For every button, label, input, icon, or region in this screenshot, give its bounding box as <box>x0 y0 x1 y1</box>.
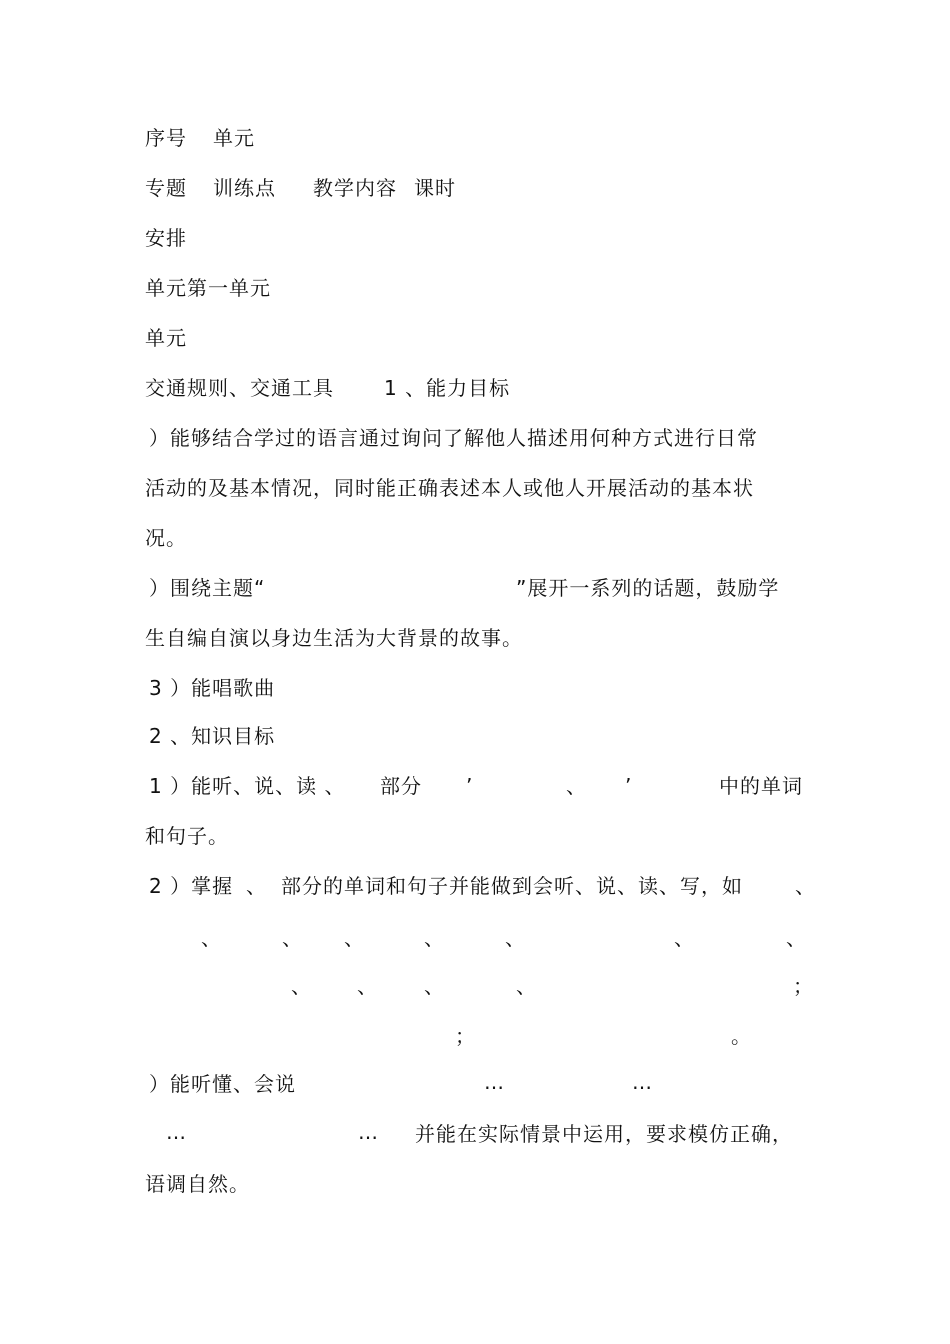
label-training-point: 训练点 <box>213 176 276 200</box>
topic-title: 交通规则、交通工具 <box>145 376 334 400</box>
label-topic: 专题 <box>145 176 187 200</box>
paragraph-3: 3 ）能唱歌曲 <box>149 676 276 700</box>
knowledge-3-line-2: 并能在实际情景中运用，要求模仿正确， <box>415 1122 793 1146</box>
unit-word: 单元 <box>145 326 187 350</box>
list-separator: 、 <box>786 926 807 950</box>
knowledge-1-part-6: 中的单词 <box>719 774 803 798</box>
knowledge-2-part-4: 、 <box>795 874 816 898</box>
ellipsis: … <box>632 1070 653 1094</box>
knowledge-goal-heading: 2 、知识目标 <box>149 724 276 748</box>
paragraph-2-line-1-start: ）围绕主题“ <box>149 576 266 600</box>
paragraph-1-line-1: ）能够结合学过的语言通过询问了解他人描述用何种方式进行日常 <box>149 426 758 450</box>
knowledge-2-part-3: 部分的单词和句子并能做到会听、说、读、写，如 <box>281 874 743 898</box>
list-separator: 、 <box>282 926 303 950</box>
label-unit: 单元 <box>213 126 255 150</box>
list-separator: 、 <box>291 974 312 998</box>
ellipsis: … <box>358 1120 379 1144</box>
ability-goal-heading: 1 、能力目标 <box>384 376 511 400</box>
ellipsis: … <box>484 1070 505 1094</box>
list-separator: 、 <box>674 926 695 950</box>
list-separator: 、 <box>357 974 378 998</box>
paragraph-1-line-3: 况。 <box>145 526 187 550</box>
list-semicolon: ； <box>793 974 814 998</box>
knowledge-1-line-2: 和句子。 <box>145 824 229 848</box>
list-separator: 、 <box>516 974 537 998</box>
knowledge-1-part-5: ’ <box>625 774 633 798</box>
label-class-hours: 课时 <box>414 176 456 200</box>
list-semicolon: ； <box>455 1024 476 1048</box>
list-separator: 、 <box>344 926 365 950</box>
list-separator: 、 <box>505 926 526 950</box>
label-teaching-content: 教学内容 <box>313 176 397 200</box>
knowledge-2-part-2: 、 <box>246 874 267 898</box>
label-seq: 序号 <box>145 126 187 150</box>
list-period: 。 <box>731 1024 752 1048</box>
unit-first: 单元第一单元 <box>145 276 271 300</box>
knowledge-1-part-1: 1 ）能听、说、读 、 <box>149 774 346 798</box>
knowledge-1-part-3: ’ <box>466 774 474 798</box>
knowledge-3-line-1: ）能听懂、会说 <box>149 1072 296 1096</box>
label-arrange: 安排 <box>145 226 187 250</box>
paragraph-2-line-2: 生自编自演以身边生活为大背景的故事。 <box>145 626 523 650</box>
list-separator: 、 <box>201 926 222 950</box>
knowledge-3-line-3: 语调自然。 <box>145 1172 250 1196</box>
paragraph-1-line-2: 活动的及基本情况，同时能正确表述本人或他人开展活动的基本状 <box>145 476 754 500</box>
list-separator: 、 <box>424 926 445 950</box>
ellipsis: … <box>166 1120 187 1144</box>
knowledge-2-part-1: 2 ）掌握 <box>149 874 234 898</box>
knowledge-1-part-2: 部分 <box>380 774 422 798</box>
paragraph-2-line-1-end: ”展开一系列的话题，鼓励学 <box>516 576 780 600</box>
list-separator: 、 <box>424 974 445 998</box>
knowledge-1-part-4: 、 <box>566 774 587 798</box>
